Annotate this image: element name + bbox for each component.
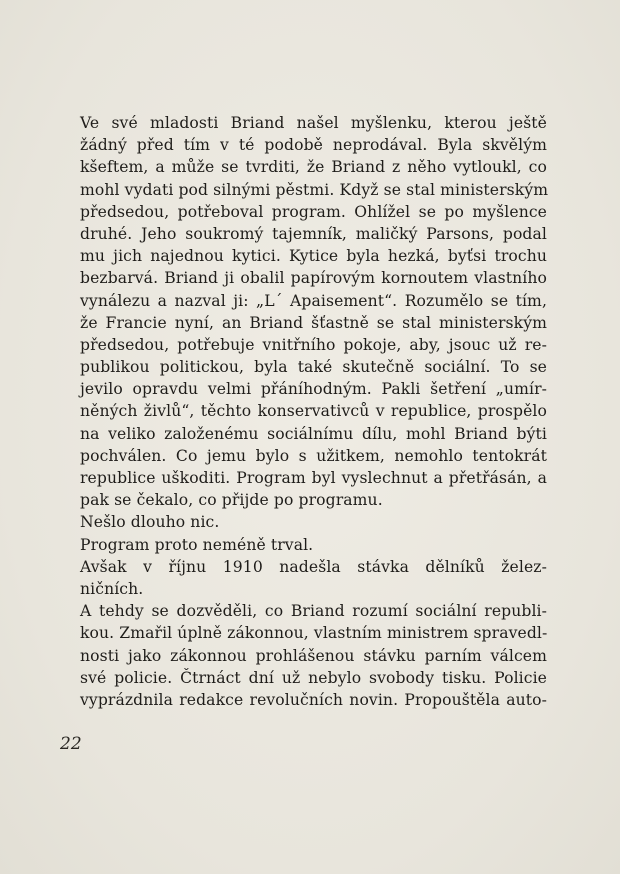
text-line: republice uškoditi. Program byl vyslechnut a přetřásán, a (80, 469, 547, 487)
text-line: Nešlo dlouho nic. (80, 513, 220, 532)
text-line: vyprázdnila redakce revolučních novin. Propouštěla auto- (80, 690, 547, 709)
text-line: druhé. Jeho soukromý tajemník, maličký Parsons, podal (80, 224, 547, 243)
text-line: kou. Zmařil úplně zákonnou, vlastním ministrem spravedl- (80, 624, 548, 643)
text-line: kšeftem, a může se tvrditi, že Briand z něho vytloukl, co (80, 158, 547, 177)
text-line: Program proto neméně trval. (80, 535, 314, 554)
text-line: nosti jako zákonnou prohlášenou stávku parním válcem (80, 646, 547, 665)
text-line: vynálezu a nazval ji: „L´ Apaisement“. Rozumělo se tím, (80, 291, 547, 310)
text-line: předsedou, potřebuje vnitřního pokoje, aby, jsouc už re- (80, 335, 547, 354)
text-line: jevilo opravdu velmi přáníhodným. Pakli šetření „umír- (80, 380, 547, 399)
text-line: mohl vydati pod silnými pěstmi. Když se stal ministerským (80, 180, 549, 199)
text-line: publikou politickou, byla také skutečně sociální. To se (80, 358, 547, 377)
text-line: na veliko založenému sociálnímu dílu, mohl Briand býti (80, 424, 547, 443)
text-line: A tehdy se dozvěděli, co Briand rozumí sociální republi- (80, 602, 547, 621)
text-line: mu jich najednou kytici. Kytice byla hezká, byťsi trochu (80, 247, 547, 266)
text-line: Avšak v říjnu 1910 nadešla stávka dělníků želez- (80, 557, 547, 576)
text-line: Ve své mladosti Briand našel myšlenku, kterou ještě (80, 114, 547, 132)
text-line: pak se čekalo, co přijde po programu. (80, 491, 383, 510)
text-line: předsedou, potřeboval program. Ohlížel se po myšlence (80, 202, 547, 221)
text-line: žádný před tím v té podobě neprodával. Byla skvělým (80, 136, 547, 155)
text-line: že Francie nyní, an Briand šťastně se stal ministerským (80, 313, 547, 332)
text-line: své policie. Čtrnáct dní už nebylo svobody tisku. Policie (80, 668, 547, 687)
text-line: něných živlů“, těchto konservativců v republice, prospělo (80, 402, 547, 421)
text-line: ničních. (80, 579, 144, 598)
page-number: 22 (60, 734, 82, 754)
body-text (80, 112, 547, 711)
text-line: bezbarvá. Briand ji obalil papírovým kornoutem vlastního (80, 269, 547, 288)
text-line: pochválen. Co jemu bylo s užitkem, nemohlo tentokrát (80, 446, 547, 465)
